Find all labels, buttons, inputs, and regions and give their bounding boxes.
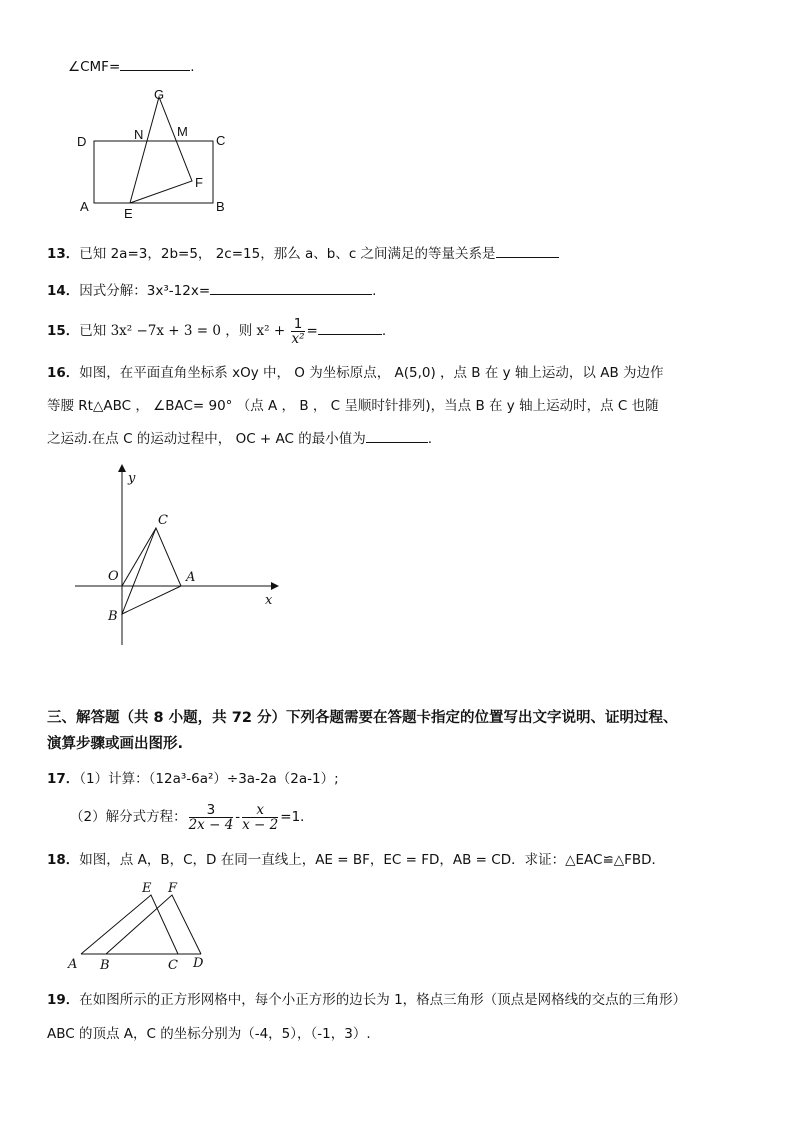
label-o: O [108,569,119,584]
equation-result: =1． [280,809,314,825]
denominator: 2x − 4 [188,816,234,833]
question-14 [47,279,376,299]
cmf-label: ∠CMF= [68,59,121,75]
question-15 [47,313,386,349]
answer-blank[interactable] [210,282,372,295]
label-a: A [68,957,78,972]
label-x: x [265,593,273,608]
fraction-2 [242,803,278,832]
label-c: C [168,958,178,973]
question-number: 13． [47,246,80,262]
section-3-heading-line-1: 三、解答题（共 8 小题，共 72 分）下列各题需要在答题卡指定的位置写出文字说明、证明过程、 [47,710,678,726]
label-f: F [168,881,178,896]
question-19-line-2: ABC 的顶点 A，C 的坐标分别为（-4，5），（-1，3）. [47,1026,371,1042]
numerator: 1 [293,315,303,332]
triangle-eac [81,895,178,954]
label-e: E [142,881,152,896]
question-number: 14． [47,283,80,299]
rectangle-triangle-figure [70,85,240,225]
question-19-line-1 [47,988,686,1008]
label-a: A [186,570,196,585]
label-c: C [158,513,168,528]
coordinate-figure [70,460,290,650]
cmf-line [68,58,195,75]
question-text: （1）计算：（12a³-6a²）÷3a-2a（2a-1）; [79,771,339,787]
question-17-part-2 [70,800,314,834]
question-text: 如图，点 A，B，C，D 在同一直线上，AE = BF，EC = FD，AB = CD．求证：△EAC≌△FBD． [79,852,666,868]
period: . [381,323,387,339]
equals-sign: = [306,323,318,339]
question-number: 15． [47,323,80,339]
label-f: F [195,175,203,190]
label-m: M [177,124,188,139]
question-16-line-2: 等腰 Rt△ABC ， ∠BAC= 90° （点 A ， B ， C 呈顺时针排列)，当点 B 在 y 轴上运动时，点 C 也随 [47,398,659,414]
two-triangles-figure [62,878,222,976]
minus-sign: - [235,809,241,825]
question-number: 17． [47,771,80,787]
question-16-line-1 [47,361,664,381]
label-b: B [216,199,225,214]
question-16-line-3 [47,427,432,447]
question-13 [47,242,559,262]
label-b: B [108,609,118,624]
answer-blank[interactable] [318,322,382,335]
label-a: A [80,199,89,214]
question-text: 之运动.在点 C 的运动过程中， OC + AC 的最小值为 [47,431,366,447]
denominator: x − 2 [242,816,279,833]
label-g: G [154,87,165,102]
fraction [291,317,304,346]
answer-blank[interactable] [366,430,428,443]
question-17-part-1 [47,767,339,787]
question-18 [47,848,665,868]
question-text: 已知 2a=3，2b=5， 2c=15，那么 a、b、c 之间满足的等量关系是 [79,246,496,262]
question-text: （2）解分式方程： [70,809,187,825]
triangle-egf [130,97,192,203]
question-number: 19． [47,992,80,1008]
label-e: E [124,206,133,221]
label-n: N [134,127,144,142]
question-number: 18． [47,852,80,868]
equation: 已知 3x² −7x + 3 = 0 ，则 x² + [79,323,290,339]
label-y: y [128,471,136,486]
label-d: D [193,956,204,971]
segment-oc [122,528,156,586]
numerator: 3 [206,801,216,818]
period: . [190,59,195,75]
answer-blank[interactable] [120,58,190,71]
denominator: x² [291,330,305,347]
fraction-1 [189,803,234,832]
question-text: 如图，在平面直角坐标系 xOy 中， O 为坐标原点， A(5,0) ，点 B 在 y 轴上运动，以 AB 为边作 [79,365,664,381]
period: . [372,283,377,299]
question-text: 因式分解：3x³-12x= [79,283,211,299]
question-text: 在如图所示的正方形网格中，每个小正方形的边长为 1，格点三角形（顶点是网格线的交点的三角形） [79,992,687,1008]
section-3-heading-line-2: 演算步骤或画出图形. [47,736,184,752]
label-b: B [100,958,110,973]
numerator: x [256,801,265,818]
period: . [427,431,433,447]
answer-blank[interactable] [496,245,559,258]
rectangle-abcd [94,141,213,203]
label-d: D [77,134,87,149]
question-number: 16． [47,365,80,381]
label-c: C [216,133,226,148]
triangle-fbd [106,895,201,954]
